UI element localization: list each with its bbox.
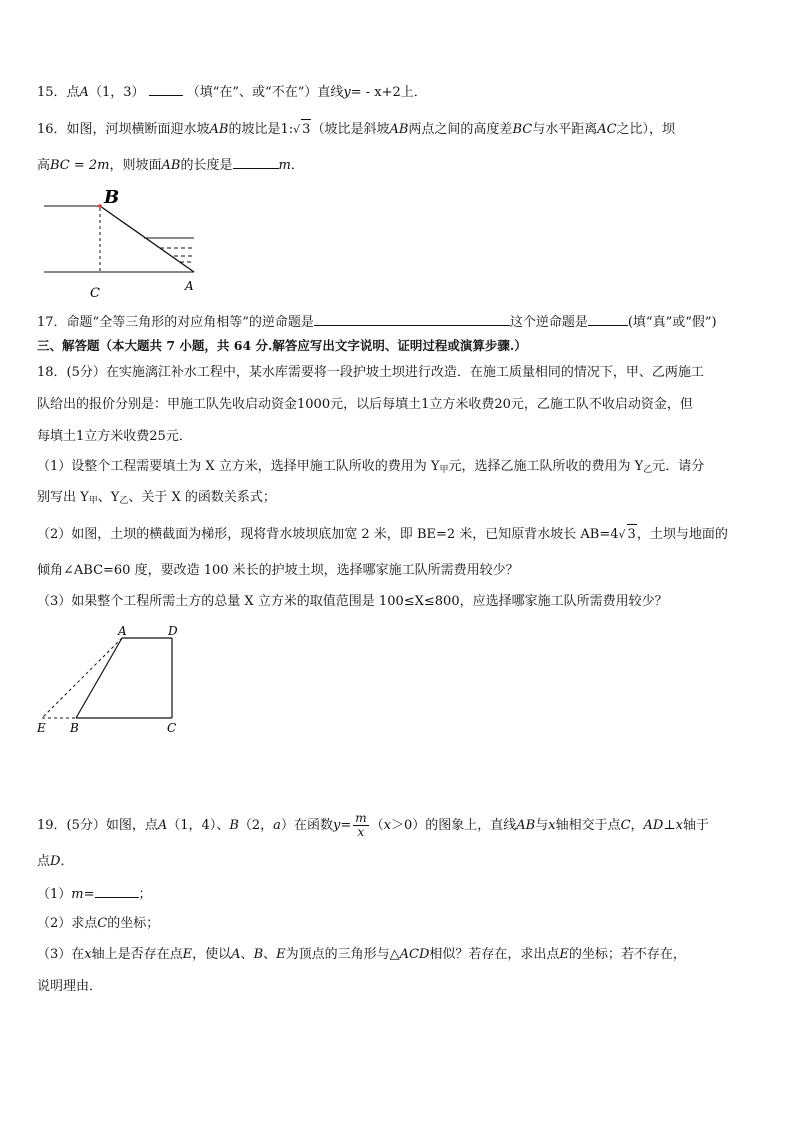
question-16-line-1: 16．如图，河坝横断面迎水坡AB的坡比是1:√ 3（坡比是斜坡AB两点之间的高度差BC与水平距离AC之比），坝	[37, 119, 675, 140]
answer-blank	[314, 311, 510, 326]
fraction-m-over-x: $\frac{m}{x}$	[355, 811, 367, 839]
question-15: 15．点A（1，3） （填“在”、或“不在”）直线y= - x+2上．	[37, 81, 427, 103]
question-19-part-3: （3）在x轴上是否存在点E，使以A、B、E为顶点的三角形与△ACD相似？若存在，求出点E的坐标；若不存在，	[37, 947, 686, 962]
question-18-part-1: （1）设整个工程需要填土为 X 立方米，选择甲施工队所收的费用为 $Y_甲$元，选择乙施工队所收的费用为 $Y_乙$元．请分	[37, 459, 705, 475]
answer-blank	[149, 81, 183, 96]
question-18-part-1-cont: 别写出 $Y_甲$、$Y_乙$、关于 X 的函数关系式；	[37, 490, 276, 506]
answer-blank	[588, 311, 628, 326]
point-A-label: A	[118, 624, 127, 638]
point-D-label: D	[168, 624, 178, 638]
question-18-line-1: 18．(5分）在实施漓江补水工程中，某水库需要将一段护坡土坝进行改造．在施工质量相同的情况下，甲、乙两施工	[37, 365, 704, 380]
question-18-part-3: （3）如果整个工程所需土方的总量 X 立方米的取值范围是 100≤X≤800，应选择哪家施工队所需费用较少？	[37, 594, 668, 609]
question-19-part-3-cont: 说明理由．	[37, 979, 103, 994]
question-17: 17．命题“全等三角形的对应角相等”的逆命题是 这个逆命题是 (填“真”或“假”)	[37, 311, 717, 333]
question-19-line-2: 点D．	[37, 854, 74, 869]
question-18-line-2: 队给出的报价分别是：甲施工队先收启动资金1000元，以后每填土1立方米收费20元，乙施工队不收启动资金，但	[37, 397, 693, 412]
question-18-part-2: （2）如图，土坝的横截面为梯形，现将背水坡坝底加宽 2 米，即 BE=2 米，已知原背水坡长 AB=4√ 3，土坝与地面的	[37, 524, 728, 545]
trapezoid-dam-figure	[34, 622, 194, 742]
dam-slope-figure	[40, 182, 210, 300]
section-3-heading: 三、解答题（本大题共 7 小题，共 64 分.解答应写出文字说明、证明过程或演算步骤.）	[37, 338, 527, 353]
point-E-label: E	[37, 721, 46, 735]
question-19-line-1: 19．(5分）如图，点A（1，4）、B（2，a）在函数y= $\frac{m}{x}$ （x＞0）的图象上，直线AB与x轴相交于点C，AD⊥x轴于	[37, 811, 709, 839]
question-19-part-1: （1）m= ；	[37, 883, 152, 905]
question-18-part-2-cont: 倾角∠ABC=60 度，要改造 100 米长的护坡土坝，选择哪家施工队所需费用较少？	[37, 563, 519, 578]
question-18-line-3: 每填土1立方米收费25元．	[37, 429, 192, 444]
question-16-line-2: 高BC = 2m，则坡面AB的长度是 m．	[37, 154, 304, 176]
point-A-label: A	[185, 279, 194, 293]
answer-blank	[95, 883, 139, 898]
point-B-label: B	[104, 187, 120, 208]
point-C-label: C	[167, 721, 177, 735]
question-19-part-2: （2）求点C的坐标；	[37, 916, 160, 931]
point-B-label: B	[70, 721, 79, 735]
answer-blank	[233, 154, 279, 169]
point-C-label: C	[90, 286, 100, 300]
